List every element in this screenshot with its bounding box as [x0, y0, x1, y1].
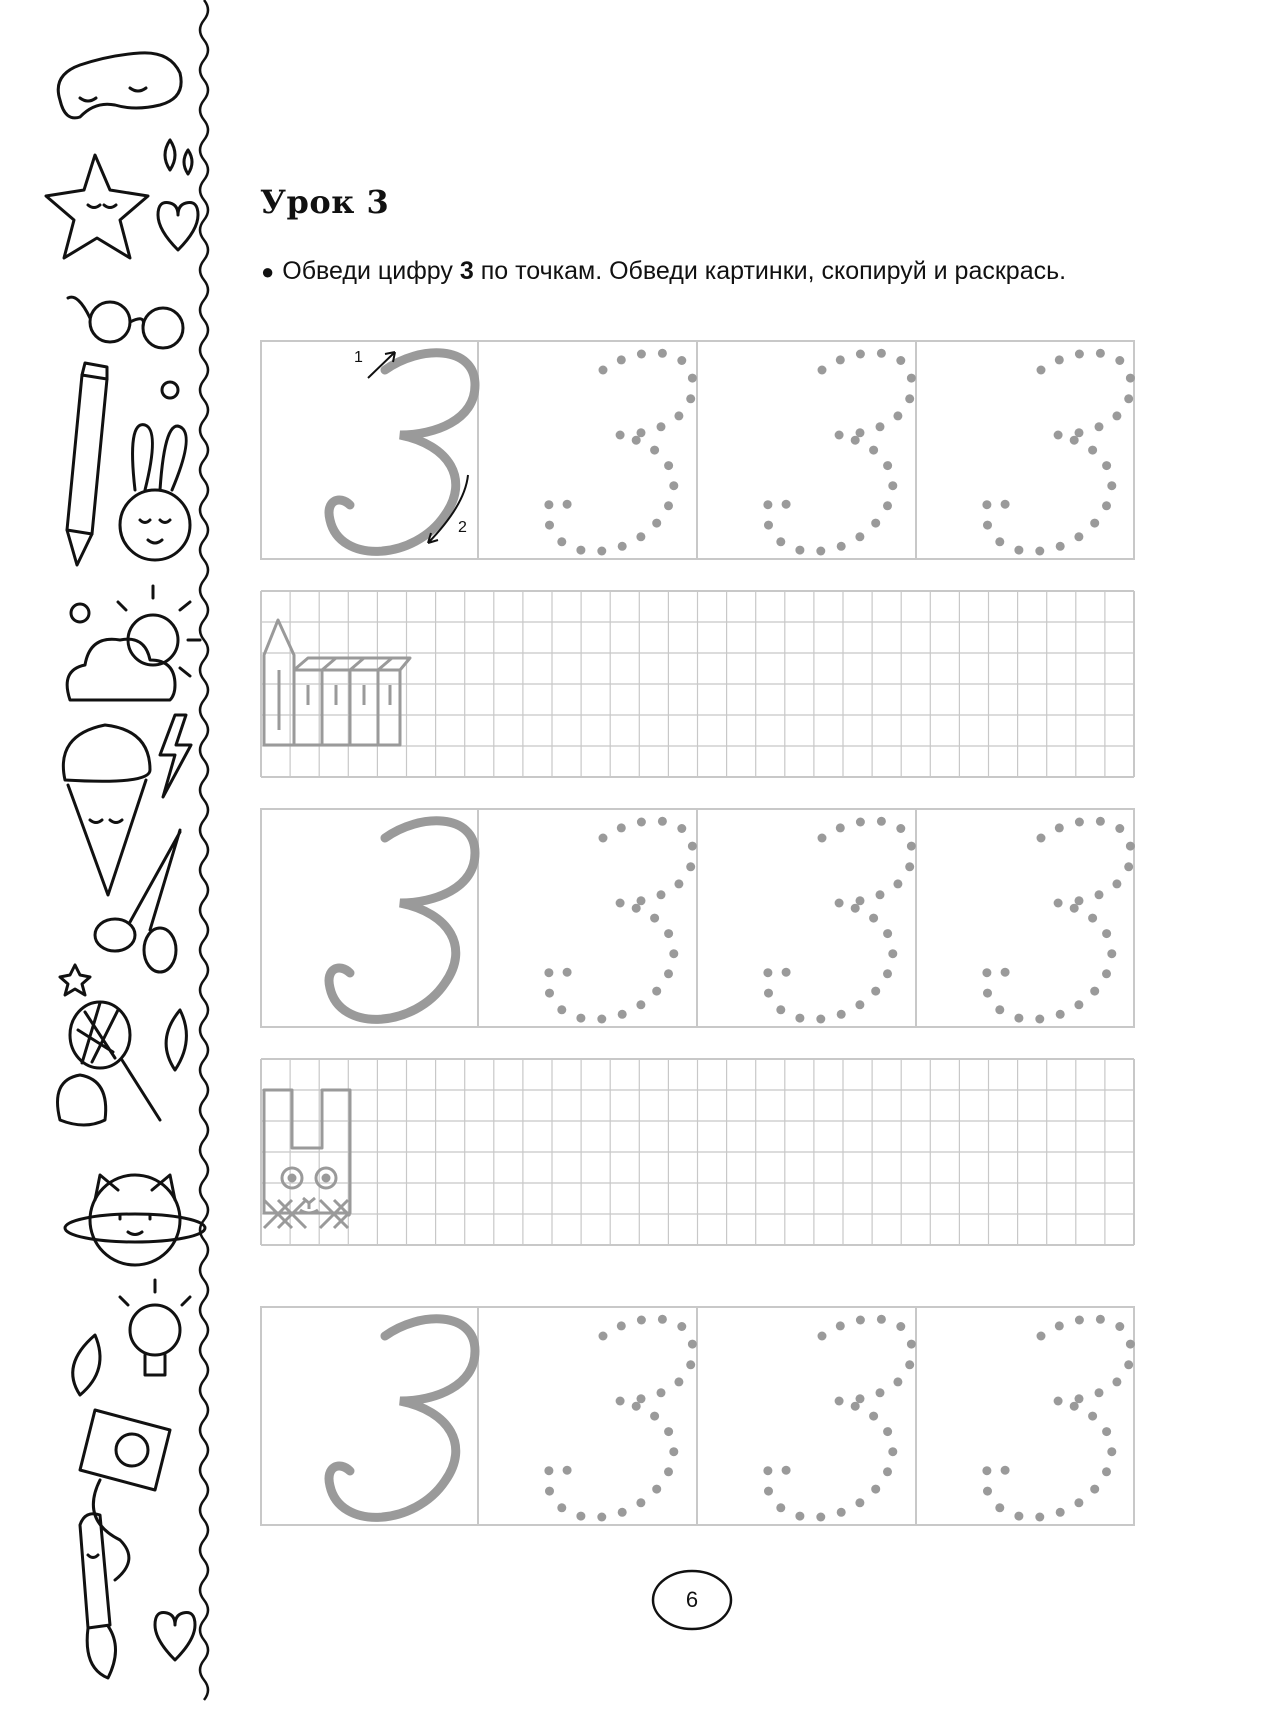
trace-dot [905, 1360, 914, 1369]
instruction-digit: 3 [459, 257, 474, 285]
trace-dot [782, 968, 791, 977]
trace-dot [883, 501, 892, 510]
trace-dot [657, 890, 666, 899]
trace-dot [1075, 896, 1084, 905]
digit-3-solid[interactable] [329, 821, 475, 1020]
trace-dot [837, 1010, 846, 1019]
trace-dot [816, 1513, 825, 1522]
trace-dot [658, 349, 667, 358]
trace-dot [1107, 1447, 1116, 1456]
trace-dot [1126, 842, 1135, 851]
trace-dot [637, 428, 646, 437]
trace-dot [664, 1427, 673, 1436]
trace-dot [650, 914, 659, 923]
trace-dot [982, 1466, 991, 1475]
trace-dot [896, 824, 905, 833]
glasses-icon [68, 297, 183, 348]
trace-dot [995, 1503, 1004, 1512]
cat-planet-icon [65, 1175, 205, 1265]
trace-dot [905, 862, 914, 871]
trace-dot [618, 1010, 627, 1019]
trace-dot [650, 1412, 659, 1421]
trace-dot [1088, 1412, 1097, 1421]
trace-dot [869, 914, 878, 923]
trace-dot [545, 989, 554, 998]
trace-dot [1035, 547, 1044, 556]
trace-dot [637, 1394, 646, 1403]
trace-dot [782, 1466, 791, 1475]
trace-dot [674, 411, 683, 420]
trace-dot [1115, 356, 1124, 365]
trace-dot [1095, 422, 1104, 431]
trace-dot [888, 481, 897, 490]
trace-dot [1112, 879, 1121, 888]
trace-dot [888, 949, 897, 958]
trace-dot [876, 422, 885, 431]
trace-dot [677, 824, 686, 833]
trace-dot [851, 436, 860, 445]
trace-dot [907, 842, 916, 851]
trace-dot [983, 521, 992, 530]
trace-dot [616, 431, 625, 440]
drop-icon [165, 140, 175, 170]
instruction-part-1: Обведи цифру [282, 257, 453, 285]
trace-dot [1075, 818, 1084, 827]
dotted-digit-3[interactable] [544, 349, 697, 556]
trace-dot [1096, 817, 1105, 826]
trace-dot [1090, 519, 1099, 528]
trace-dot [576, 546, 585, 555]
trace-dot [686, 1360, 695, 1369]
trace-dot [557, 1005, 566, 1014]
trace-dot [1075, 428, 1084, 437]
trace-dot [1001, 1466, 1010, 1475]
paintbrush-icon [80, 1514, 116, 1678]
trace-dot [835, 1397, 844, 1406]
trace-dot [763, 500, 772, 509]
trace-dot [1088, 914, 1097, 923]
trace-dot [1115, 1322, 1124, 1331]
trace-dot [836, 1321, 845, 1330]
graph-grid [261, 1059, 1134, 1245]
trace-dot [1102, 1467, 1111, 1476]
trace-dot [818, 1332, 827, 1341]
trace-dot [576, 1512, 585, 1521]
trace-dot [877, 1315, 886, 1324]
trace-dot [837, 1508, 846, 1517]
wavy-divider [200, 0, 208, 1700]
trace-dot [657, 1388, 666, 1397]
trace-dot [1035, 1513, 1044, 1522]
trace-dot [877, 349, 886, 358]
heart-icon [155, 1613, 195, 1661]
page-number: 6 [685, 1587, 699, 1612]
trace-row-1 [260, 340, 1135, 560]
trace-dot [545, 1487, 554, 1496]
trace-dot [818, 366, 827, 375]
trace-dot [597, 1015, 606, 1024]
trace-dot [1056, 1508, 1065, 1517]
scissors-icon [95, 830, 180, 972]
trace-dot [877, 817, 886, 826]
trace-dot [776, 537, 785, 546]
trace-dot [688, 842, 697, 851]
trace-dot [1070, 904, 1079, 913]
copy-grid-castle[interactable] [260, 590, 1135, 778]
trace-dot [636, 1000, 645, 1009]
trace-dot [1056, 542, 1065, 551]
trace-dot [1126, 374, 1135, 383]
trace-dot [637, 1316, 646, 1325]
trace-dot [764, 989, 773, 998]
trace-dot [855, 1498, 864, 1507]
trace-dot [664, 929, 673, 938]
trace-dot [855, 1000, 864, 1009]
trace-dot [1035, 1015, 1044, 1024]
trace-dot [545, 521, 554, 530]
dotted-digit-3[interactable] [544, 817, 697, 1024]
trace-dot [1107, 481, 1116, 490]
trace-dot [1090, 1485, 1099, 1494]
page-title: Урок 3 [260, 183, 390, 221]
trace-dot [632, 1402, 641, 1411]
trace-dot [893, 879, 902, 888]
trace-dot [905, 394, 914, 403]
trace-dot [616, 899, 625, 908]
trace-dot [983, 1487, 992, 1496]
trace-dot [657, 422, 666, 431]
trace-dot [1124, 1360, 1133, 1369]
trace-dot [856, 1394, 865, 1403]
trace-dot [563, 500, 572, 509]
heart-icon [158, 203, 198, 251]
trace-dot [664, 1467, 673, 1476]
trace-dot [632, 904, 641, 913]
trace-dot [658, 1315, 667, 1324]
trace-dot [636, 1498, 645, 1507]
trace-dot [816, 1015, 825, 1024]
trace-dot [617, 823, 626, 832]
trace-dot [1001, 968, 1010, 977]
trace-dot [618, 1508, 627, 1517]
trace-dot [563, 1466, 572, 1475]
shell-icon [58, 1075, 106, 1125]
small-circle-icon [162, 382, 178, 398]
dotted-digit-3[interactable] [982, 349, 1135, 556]
trace-dot [557, 537, 566, 546]
trace-dot [764, 1487, 773, 1496]
small-star-icon [60, 965, 90, 995]
trace-dot [1126, 1340, 1135, 1349]
trace-dot [632, 436, 641, 445]
trace-dot [688, 1340, 697, 1349]
bunny-face-icon [120, 425, 190, 560]
trace-dot [637, 896, 646, 905]
stroke-order-2: 2 [458, 519, 467, 536]
trace-dot [636, 532, 645, 541]
trace-dot [782, 500, 791, 509]
trace-dot [869, 446, 878, 455]
lightbulb-icon [120, 1280, 190, 1375]
dotted-digit-3[interactable] [544, 1315, 697, 1522]
trace-row-5 [260, 1306, 1135, 1526]
trace-dot [835, 431, 844, 440]
trace-dot [1074, 1498, 1083, 1507]
trace-row-3 [260, 808, 1135, 1028]
trace-dot [652, 519, 661, 528]
trace-dot [856, 350, 865, 359]
trace-dot [669, 481, 678, 490]
trace-dot [893, 1377, 902, 1386]
trace-dot [1112, 1377, 1121, 1386]
dotted-digit-3[interactable] [763, 349, 916, 556]
trace-dot [557, 1503, 566, 1512]
trace-dot [876, 890, 885, 899]
trace-dot [855, 532, 864, 541]
trace-dot [818, 834, 827, 843]
trace-dot [617, 1321, 626, 1330]
copy-grid-bunny[interactable] [260, 1058, 1135, 1246]
graph-grid [261, 591, 1134, 777]
trace-dot [795, 1014, 804, 1023]
trace-dot [1075, 350, 1084, 359]
trace-dot [883, 969, 892, 978]
trace-dot [907, 1340, 916, 1349]
trace-dot [599, 1332, 608, 1341]
trace-dot [1102, 969, 1111, 978]
trace-dot [599, 366, 608, 375]
castle-picture[interactable] [264, 620, 410, 745]
trace-dot [871, 1485, 880, 1494]
ice-cream-icon [63, 725, 150, 895]
trace-dot [851, 904, 860, 913]
trace-dot [1124, 862, 1133, 871]
trace-dot [883, 929, 892, 938]
trace-dot [836, 823, 845, 832]
trace-dot [544, 500, 553, 509]
trace-dot [776, 1005, 785, 1014]
tennis-racket-icon [70, 1002, 160, 1120]
trace-dot [1107, 949, 1116, 958]
instruction-part-2: по точкам. Обведи картинки, скопируй и раскрась. [480, 257, 1067, 285]
trace-dot [1055, 355, 1064, 364]
trace-dot [1112, 411, 1121, 420]
trace-dot [617, 355, 626, 364]
trace-dot [896, 356, 905, 365]
trace-dot [658, 817, 667, 826]
trace-dot [1014, 1014, 1023, 1023]
trace-dot [982, 500, 991, 509]
trace-dot [1088, 446, 1097, 455]
trace-dot [650, 446, 659, 455]
trace-dot [664, 969, 673, 978]
trace-dot [599, 834, 608, 843]
trace-dot [1074, 532, 1083, 541]
trace-dot [664, 461, 673, 470]
trace-dot [883, 1467, 892, 1476]
trace-dot [776, 1503, 785, 1512]
trace-dot [896, 1322, 905, 1331]
drop-icon [184, 150, 192, 174]
trace-dot [883, 461, 892, 470]
bunny-picture[interactable] [264, 1090, 350, 1228]
trace-dot [544, 1466, 553, 1475]
stroke-order-1: 1 [354, 349, 363, 366]
trace-dot [1096, 349, 1105, 358]
trace-dot [1054, 431, 1063, 440]
trace-dot [618, 542, 627, 551]
trace-dot [1096, 1315, 1105, 1324]
trace-dot [1070, 1402, 1079, 1411]
trace-dot [763, 968, 772, 977]
trace-dot [995, 537, 1004, 546]
trace-dot [851, 1402, 860, 1411]
trace-dot [677, 356, 686, 365]
dotted-digit-3[interactable] [982, 817, 1135, 1024]
trace-dot [876, 1388, 885, 1397]
trace-dot [1095, 890, 1104, 899]
trace-dot [1102, 501, 1111, 510]
leaf-icon [73, 1335, 100, 1395]
trace-dot [856, 896, 865, 905]
dotted-digit-3[interactable] [763, 817, 916, 1024]
trace-cells [261, 809, 1134, 1027]
trace-dot [1102, 1427, 1111, 1436]
trace-dot [856, 428, 865, 437]
trace-dot [1037, 1332, 1046, 1341]
trace-dot [1001, 500, 1010, 509]
trace-dot [563, 968, 572, 977]
trace-dot [1095, 1388, 1104, 1397]
trace-dot [1014, 546, 1023, 555]
trace-dot [907, 374, 916, 383]
trace-dot [616, 1397, 625, 1406]
trace-dot [1102, 461, 1111, 470]
trace-dot [686, 862, 695, 871]
trace-dot [893, 411, 902, 420]
camera-icon [80, 1410, 170, 1580]
sleep-mask-icon [58, 53, 181, 118]
trace-dot [983, 989, 992, 998]
trace-dot [856, 1316, 865, 1325]
trace-dot [688, 374, 697, 383]
trace-dot [871, 519, 880, 528]
trace-dot [1075, 1316, 1084, 1325]
star-face-icon [46, 155, 148, 258]
trace-dot [674, 1377, 683, 1386]
trace-dot [1014, 1512, 1023, 1521]
trace-dot [597, 1513, 606, 1522]
trace-dot [871, 987, 880, 996]
trace-dot [664, 501, 673, 510]
trace-dot [1124, 394, 1133, 403]
trace-dot [1056, 1010, 1065, 1019]
trace-dot [1054, 1397, 1063, 1406]
trace-dot [637, 818, 646, 827]
trace-dot [1090, 987, 1099, 996]
page-number-badge [651, 1569, 733, 1631]
trace-dot [1102, 929, 1111, 938]
dotted-digit-3[interactable] [982, 1315, 1135, 1522]
trace-dot [883, 1427, 892, 1436]
digit-3-solid[interactable] [329, 1319, 475, 1518]
trace-dot [837, 542, 846, 551]
sun-cloud-icon [67, 586, 200, 700]
trace-dot [816, 547, 825, 556]
trace-dot [795, 546, 804, 555]
trace-dot [677, 1322, 686, 1331]
trace-dot [835, 899, 844, 908]
digit-3-solid[interactable] [329, 353, 475, 552]
trace-cells [261, 341, 1134, 559]
trace-dot [1115, 824, 1124, 833]
trace-dot [982, 968, 991, 977]
trace-dot [544, 968, 553, 977]
trace-dot [1037, 366, 1046, 375]
trace-dot [652, 987, 661, 996]
dotted-digit-3[interactable] [763, 1315, 916, 1522]
trace-dot [1037, 834, 1046, 843]
trace-cells [261, 1307, 1134, 1525]
trace-dot [869, 1412, 878, 1421]
trace-dot [597, 547, 606, 556]
trace-dot [1075, 1394, 1084, 1403]
trace-dot [669, 949, 678, 958]
trace-dot [763, 1466, 772, 1475]
trace-dot [995, 1005, 1004, 1014]
trace-dot [637, 350, 646, 359]
trace-dot [686, 394, 695, 403]
leaf-icon [166, 1010, 186, 1070]
trace-dot [1054, 899, 1063, 908]
lightning-icon [160, 715, 191, 797]
trace-dot [888, 1447, 897, 1456]
trace-dot [1055, 1321, 1064, 1330]
trace-dot [652, 1485, 661, 1494]
trace-dot [1070, 436, 1079, 445]
trace-dot [674, 879, 683, 888]
instruction-text [261, 253, 1135, 290]
bullet-icon: ● [261, 259, 275, 284]
pencil-icon [67, 363, 107, 565]
trace-dot [856, 818, 865, 827]
doodle-sidebar [0, 0, 215, 1713]
trace-dot [1074, 1000, 1083, 1009]
trace-dot [795, 1512, 804, 1521]
trace-dot [669, 1447, 678, 1456]
trace-dot [576, 1014, 585, 1023]
trace-dot [836, 355, 845, 364]
trace-dot [1055, 823, 1064, 832]
trace-dot [764, 521, 773, 530]
